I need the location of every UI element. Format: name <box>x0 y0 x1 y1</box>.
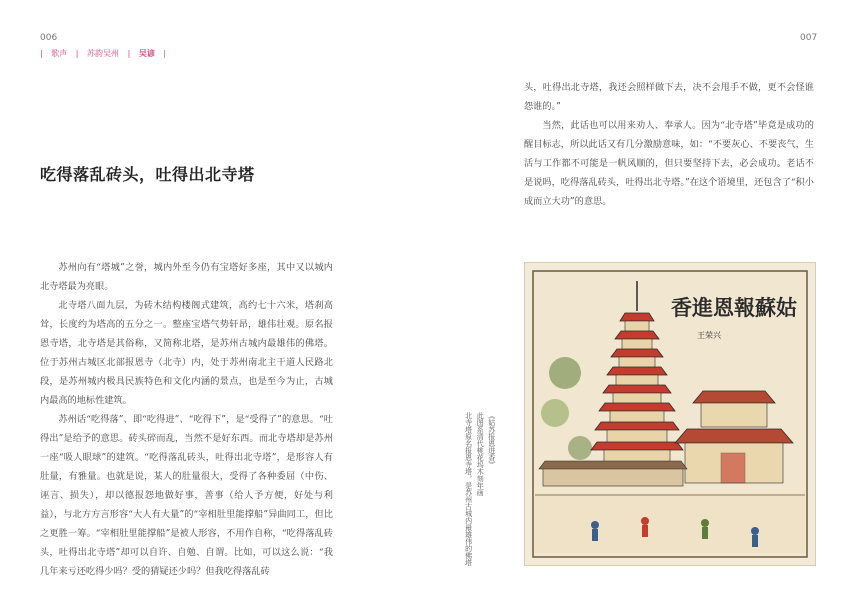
breadcrumb-item-current[interactable]: 吴谚 <box>138 49 155 58</box>
wall-roof <box>539 461 687 469</box>
paragraph: 当然，此话也可以用来劝人、奉承人。因为“北寺塔”毕竟是成功的醒目标志，所以此话又有几分激励意味，如：“不要灰心、不要丧气，生活与工作都不可能是一帆风顺的，但只要坚持下去，必会成功。老话不是说吗，吃得落乱砖头，吐得出北寺塔。”在这个语境里，还包含了“积小成而立大功”的意思。 <box>524 120 814 207</box>
figure-person <box>641 517 649 525</box>
figure-caption <box>464 412 495 572</box>
tree <box>568 436 592 460</box>
left-page-number: 006 <box>40 33 58 43</box>
caption-line: 此图系清代桃花坞木刻年画 <box>476 412 485 496</box>
left-column-text <box>40 258 333 581</box>
paragraph: 苏州话“吃得落”、即“吃得进”、“吃得下”，是“受得了”的意思。“吐得出”是给予的意思。砖头碎而乱，当然不是好东西。而北寺塔却是苏州一座“吸人眼球”的建筑。“吃得落乱砖头，吐得出北寺塔”，是形容人有肚量，有雅量。也就是说，某人的肚量很大，受得了各种委屈（中伤、诬言、损失），却以德报怨地做好事，善事（给人予方便，好处与利益），与北方方言形容“大人有大量”的“宰相肚里能撑船”异曲同工，但比之更胜一筹。“宰相肚里能撑船”是被人形容，不用作自称，“吃得落乱砖头，吐得出北寺塔”却可以自许、自勉、自谓。比如，可以这么说：“我几年来亏还吃得少吗？受的猜疑还少吗？但我吃得落乱砖 <box>40 414 333 577</box>
courtyard <box>535 493 805 553</box>
woodblock-print-image <box>524 262 816 566</box>
print-inscription: 香進恩報蘇姑 <box>671 295 797 320</box>
pagoda-illustration <box>525 263 815 565</box>
right-page-number: 007 <box>800 33 818 43</box>
paragraph: 苏州向有“塔城”之誉，城内外至今仍有宝塔好多座，其中又以城内北寺塔最为亮眼。 <box>40 262 333 292</box>
paragraph: 头，吐得出北寺塔，我还会照样做下去，决不会甩手不做，更不会怪谁怨谁的。” <box>524 82 814 112</box>
paragraph: 北寺塔八面九层，为砖木结构楼阁式建筑，高约七十六米，塔刹高耸，长度约为塔高的五分之一。整座宝塔气势轩昂，雄伟壮观。原名报恩寺塔，北寺塔是其俗称，又简称北塔，是苏州古城内最雄伟的佛塔。位于苏州古城区北部报恩寺（北寺）内，处于苏州南北主干道人民路北段，是苏州城内极具民族特色和文化内涵的景点，也是至今为止，古城内最高的地标性建筑。 <box>40 300 333 406</box>
figure-person <box>591 521 599 529</box>
page-title: 吃得落乱砖头，吐得出北寺塔 <box>40 165 255 184</box>
breadcrumb: | 歌声 | 苏韵吴州 | 吴谚 | <box>40 49 167 58</box>
right-column-text <box>524 78 814 211</box>
tree <box>549 357 581 389</box>
breadcrumb-item-songs[interactable]: 歌声 <box>51 49 68 58</box>
breadcrumb-item-suyun[interactable]: 苏韵吴州 <box>87 49 120 58</box>
wall <box>543 468 683 486</box>
figure-person <box>751 527 759 535</box>
tree <box>541 399 569 427</box>
print-seal: 王荣兴 <box>697 331 721 340</box>
caption-title: 《姑苏报恩进香》 <box>487 412 496 468</box>
caption-line: 北寺塔原名报恩寺塔，是苏州古城内最雄伟的佛塔 <box>464 412 473 566</box>
figure-person <box>701 519 709 527</box>
